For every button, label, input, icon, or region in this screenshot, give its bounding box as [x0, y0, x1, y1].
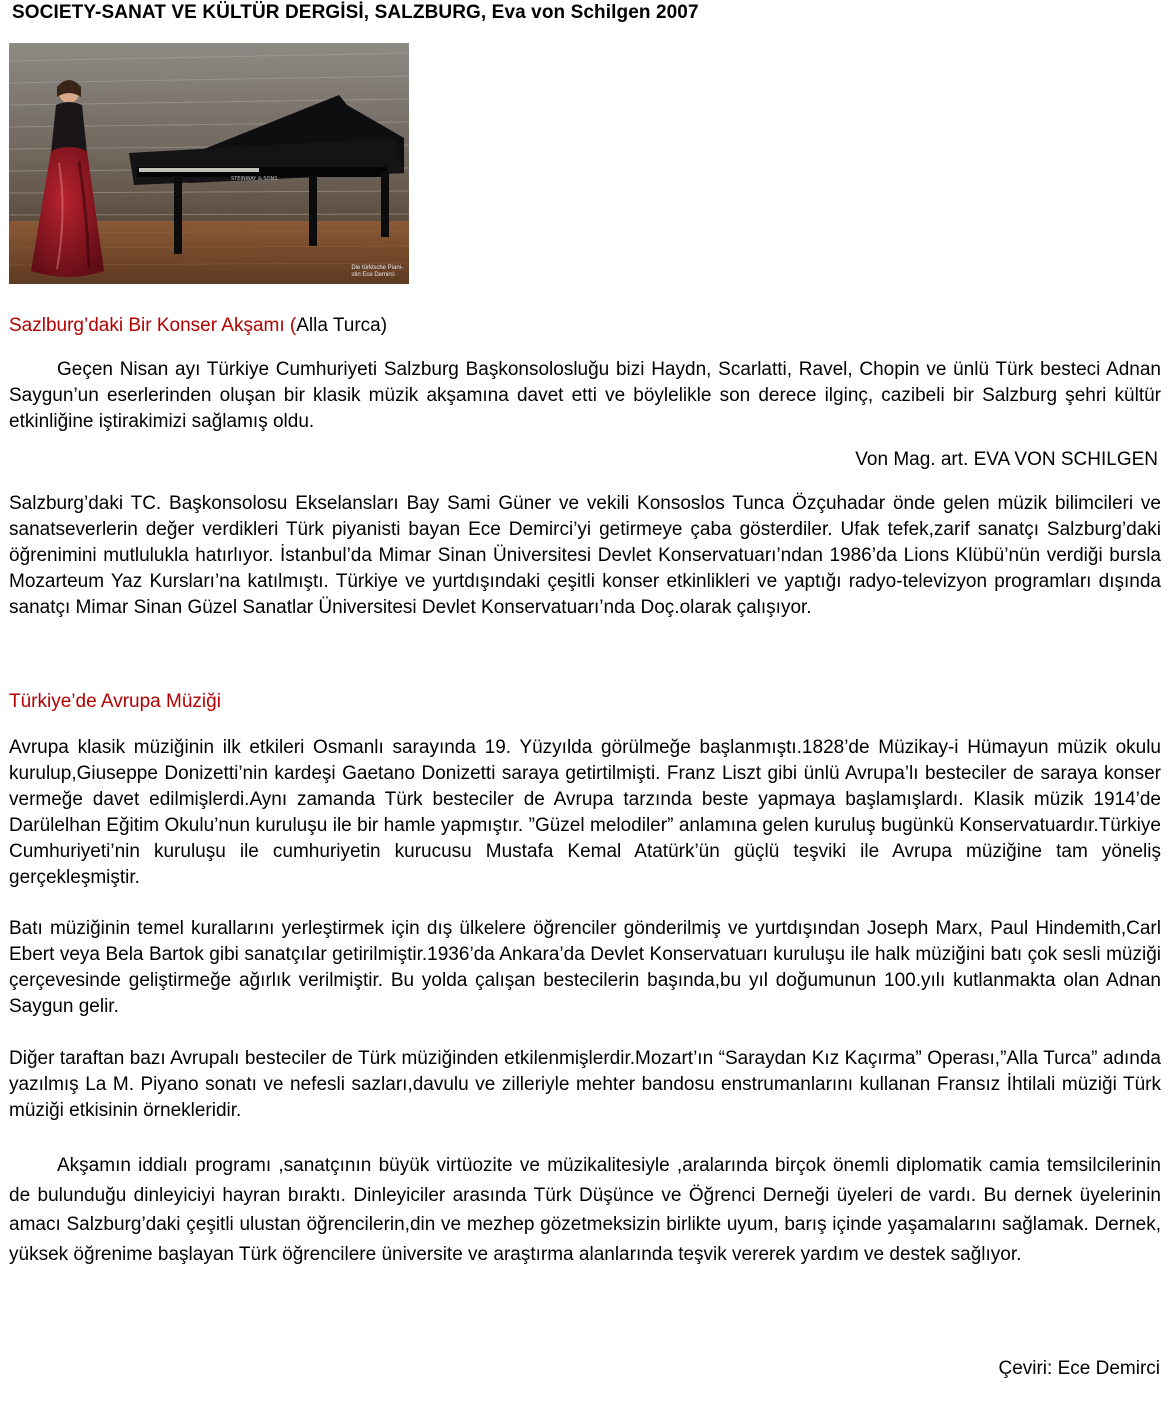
paragraph-evening-program: Akşamın iddialı programı ,sanatçının büyük virtüozite ve müzikalitesiyle ,aralarında birçok önemli diplomatik camia temsilcilerinin de bulunduğu dinleyiciyi hayran bıraktı. Dinleyiciler arasında Türk Düşünce ve Öğrenci Derneği üyeleri de vardı. Bu dernek üyelerinin amacı Salzburg’daki çeşitli ulustan öğrencilerin,din ve mezhep gözetmeksizin birlikte uyum, barış içinde yaşamalarını sağlamak. Dernek, yüksek öğrenime başlayan Türk öğrencilere üniversite ve araştırma alanlarında teşvik vererek yardım ve destek sağlıyor. [9, 1155, 1161, 1265]
photo-caption: Die türkische Piani- stin Ece Demirci [351, 265, 403, 278]
paragraph-turkish-influence: Diğer taraftan bazı Avrupalı besteciler de Türk müziğinden etkilenmişlerdir.Mozart’ın “Saraydan Kız Kaçırma” Operası,”Alla Turca” adında yazılmış La M. Piyano sonatı ve nefesli sazları,davulu ve zilleriyle mehter bandosu enstrumanlarını kullanan Fransız İhtilali müziği Türk müziği etkisinin örnekleridir. [9, 1048, 1161, 1121]
paragraph-history: Avrupa klasik müziğinin ilk etkileri Osmanlı sarayında 19. Yüzyılda görülmeğe başlanmıştı.1828’de Müzikay-i Hümayun müzik okulu kurulup,Giuseppe Donizetti’nin kardeşi Gaetano Donizetti saraya getirtilmişti. Franz Liszt gibi ünlü Avrupa’lı besteciler de saraya konser vermeğe davet edilmişlerdi.Aynı zamanda Türk besteciler de Avrupa tarzında beste yapmaya başlamışlardı. Klasik müzik 1914’de Darülelhan Eğitim Okulu’nun kuruluşu ile bir hamle yapmıştır. ”Güzel melodiler” anlamına gelen kuruluş bugünkü Konservatuardır.Türkiye Cumhuriyeti’nin kuruluşu ile cumhuriyetin kurucusu Mustafa Kemal Atatürk’ün güçlü teşviki ile Avrupa müziğine tam yöneliş gerçekleşmiştir. [9, 737, 1161, 888]
section-title-concert-evening: Sazlburg’daki Bir Konser Akşamı (Alla Turca) [9, 315, 388, 336]
document-header: SOCIETY-SANAT VE KÜLTÜR DERGİSİ, SALZBURG, Eva von Schilgen 2007 [12, 2, 699, 23]
author-byline: Von Mag. art. EVA VON SCHILGEN [855, 449, 1158, 470]
piano-brand-label: STEINWAY & SONS [231, 176, 278, 182]
paragraph-western-music: Batı müziğinin temel kurallarını yerleştirmek için dış ülkelere öğrenciler gönderilmiş ve yurtdışından Joseph Marx, Paul Hindemith,Carl Ebert veya Bela Bartok gibi sanatçılar getirilmiştir.1936’da Ankara’da Devlet Konservatuarı kuruluşu ile halk müziğini batı çok sesli müziği çerçevesinde geliştirmeğe ağırlık verilmiştir. Bu yolda çalışan bestecilerin başında,bu yıl doğumunun 100.yılı kutlanmakta olan Adnan Saygun gelir. [9, 918, 1161, 1017]
paragraph-consulate: Salzburg’daki TC. Başkonsolosu Ekselansları Bay Sami Güner ve vekili Konsoslos Tunca Özçuhadar önde gelen müzik bilimcileri ve sanatseverlerin değer verdikleri Türk piyanisti bayan Ece Demirci’yi getirmeye çaba gösterdiler. Ufak tefek,zarif sanatçı Salzburg’daki öğrenimini mutlulukla hatırlıyor. İstanbul’da Mimar Sinan Üniversitesi Devlet Konservatuarı’ndan 1986’da Lions Klübü’nün verdiği bursla Mozarteum Yaz Kursları’na katılmıştı. Türkiye ve yurtdışındaki çeşitli konser etkinlikleri ve yaptığı radyo-televizyon programları dışında sanatçı Mimar Sinan Güzel Sanatlar Üniversitesi Devlet Konservatuarı’nda Doç.olarak çalışıyor. [9, 493, 1161, 618]
pianist-with-grand-piano-image [9, 43, 409, 284]
concert-photo [9, 43, 409, 284]
paragraph-intro: Geçen Nisan ayı Türkiye Cumhuriyeti Salzburg Başkonsolosluğu bizi Haydn, Scarlatti, Ravel, Chopin ve ünlü Türk besteci Adnan Saygun’un eserlerinden oluşan bir klasik müzik akşamına davet etti ve böylelikle son derece ilginç, cazibeli bir Salzburg şehri kültür etkinliğine iştirakimizi sağlamış oldu. [9, 359, 1161, 432]
translator-credit: Çeviri: Ece Demirci [998, 1358, 1160, 1379]
section-title-european-music: Türkiye’de Avrupa Müziği [9, 691, 221, 712]
